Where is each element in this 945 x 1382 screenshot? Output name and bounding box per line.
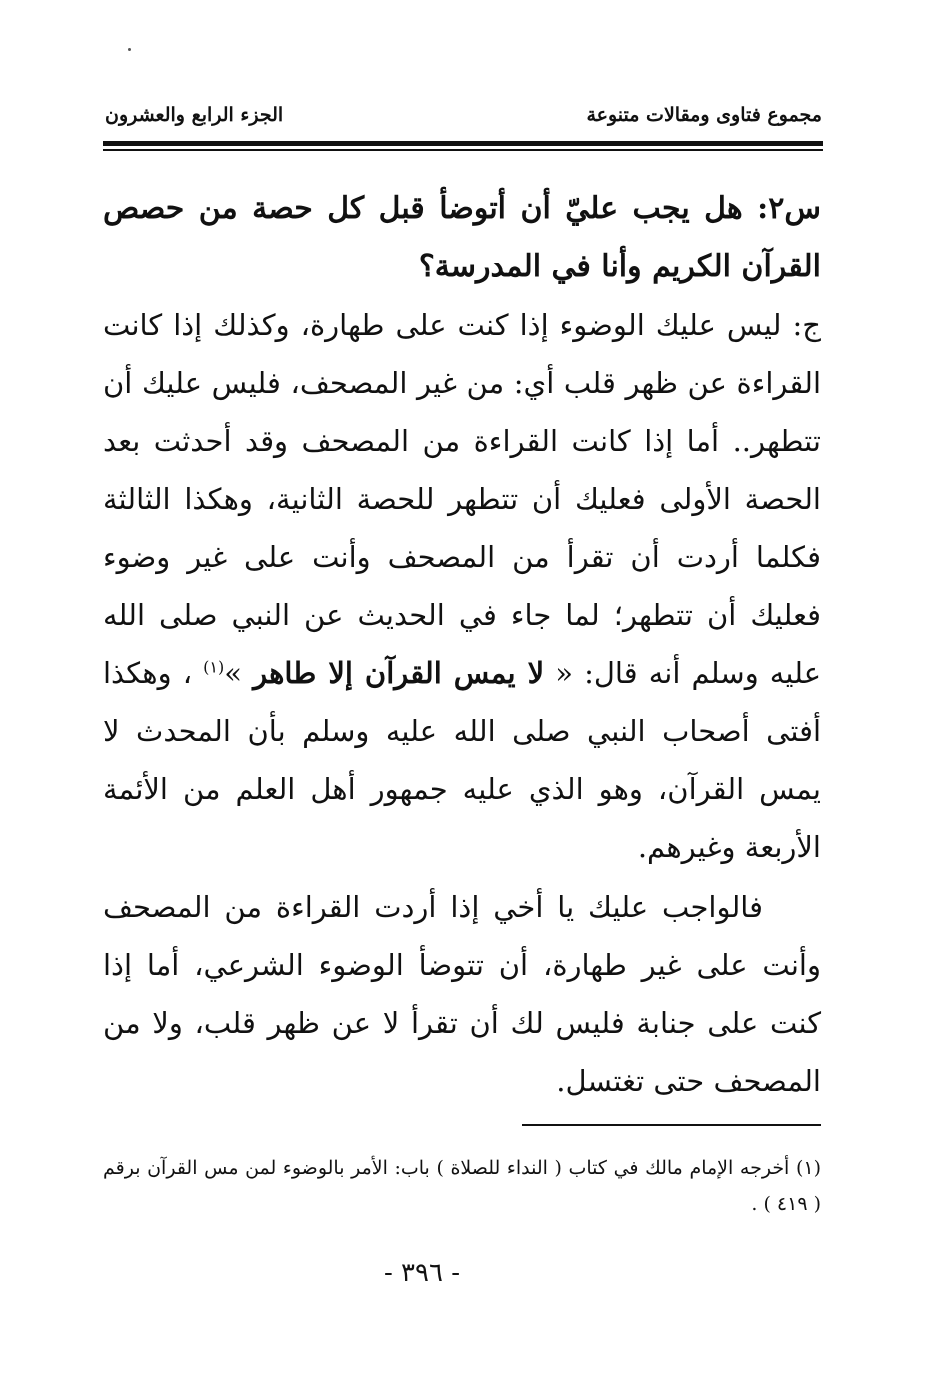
footnote-text: (١) أخرجه الإمام مالك في كتاب ( النداء للصلاة ) باب: الأمر بالوضوء لمن مس القرآن برقم ( ٤١٩ ) . (103, 1157, 821, 1215)
running-header (105, 104, 822, 134)
header-volume: الجزء الرابع والعشرون (105, 104, 284, 126)
header-book-title: مجموع فتاوى ومقالات متنوعة (586, 104, 822, 126)
header-rule-thick (103, 141, 823, 146)
page-number: - ٣٩٦ - (383, 1258, 461, 1288)
answer-text-part2: ، وهكذا أفتى أصحاب النبي صلى الله عليه وسلم بأن المحدث لا يمس القرآن، وهو الذي عليه جمهور أهل العلم من الأئمة الأربعة وغيرهم. (103, 656, 821, 864)
footnote-reference: (١) (203, 657, 225, 677)
answer-paragraph (103, 296, 821, 876)
header-rule-thin (103, 149, 823, 151)
footnote-rule (522, 1124, 821, 1126)
question-text: س٢: هل يجب عليّ أن أتوضأ قبل كل حصة من حصص القرآن الكريم وأنا في المدرسة؟ (103, 191, 821, 284)
main-content (103, 180, 821, 1110)
scan-speck (128, 48, 131, 51)
answer-paragraph-2: فالواجب عليك يا أخي إذا أردت القراءة من المصحف وأنت على غير طهارة، أن تتوضأ الوضوء الشرعي، أما إذا كنت على جنابة فليس لك أن تقرأ لا عن ظهر قلب، ولا من المصحف حتى تغتسل. (103, 890, 821, 1098)
hadith-quote: لا يمس القرآن إلا طاهر (253, 656, 545, 690)
answer-text-part1: ج: ليس عليك الوضوء إذا كنت على طهارة، وكذلك إذا كانت القراءة عن ظهر قلب أي: من غير المصحف، فليس عليك أن تتطهر.. أما إذا كانت القراءة من المصحف وقد أحدثت بعد الحصة الأولى فعليك أن تتطهر للحصة الثانية، وهكذا الثالثة فكلما أردت أن تقرأ من المصحف وأنت على غير وضوء فعليك أن تتطهر؛ لما جاء في الحديث عن النبي صلى الله عليه وسلم أنه قال: « (103, 308, 822, 690)
hadith-close: » (224, 656, 254, 690)
